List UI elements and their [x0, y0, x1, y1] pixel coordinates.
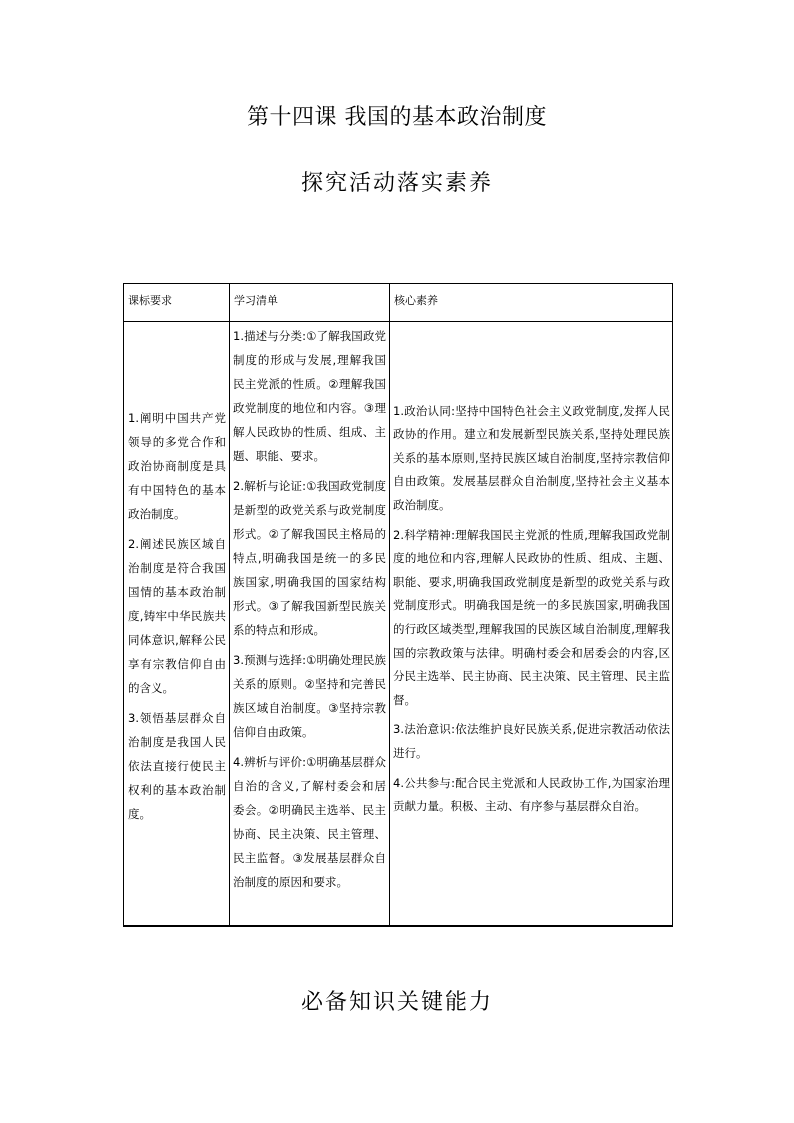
header-learning: 学习清单 [230, 284, 390, 322]
table-row [124, 322, 673, 926]
literacy-item: 4.公共参与:配合民主党派和人民政协工作,为国家治理贡献力量。积极、主动、有序参与基层群众自治。 [393, 775, 670, 814]
literacy-item: 2.科学精神:理解我国民主党派的性质,理解我国政党制度的地位和内容,理解人民政协的性质、组成、主题、职能、要求,明确我国政党制度是新型的政党关系与政党制度形式。明确我国是统一的多民族国家,明确我国的行政区域类型,理解我国的民族区域自治制度,理解我国的宗教政策与法律。明确村委会和居委会的内容,区分民主选举、民主协商、民主决策、民主管理、民主监督。 [393, 527, 670, 707]
table-header-row [124, 284, 673, 322]
section-title-knowledge: 必备知识关键能力 [300, 990, 493, 1015]
learning-cell [230, 322, 390, 926]
section-title-inquiry: 探究活动落实素养 [300, 171, 493, 196]
learning-item: 1.描述与分类:①了解我国政党制度的形成与发展,理解我国民主党派的性质。②理解我国政党制度的地位和内容。③理解人民政协的性质、组成、主题、职能、要求。 [233, 329, 386, 463]
curriculum-table [123, 283, 673, 927]
learning-item: 2.解析与论证:①我国政党制度是新型的政党关系与政党制度形式。②了解我国民主格局的特点,明确我国是统一的多民族国家,明确我国的国家结构形式。③了解我国新型民族关系的特点和形成。 [233, 479, 386, 637]
page-title: 第十四课 我国的基本政治制度 [247, 105, 547, 130]
literacy-item: 3.法治意识:依法维护良好民族关系,促进宗教活动依法进行。 [393, 722, 670, 761]
literacy-cell [390, 322, 673, 926]
header-literacy: 核心素养 [390, 284, 673, 322]
learning-item: 4.辨析与评价:①明确基层群众自治的含义,了解村委会和居委会。②明确民主选举、民主协商、民主决策、民主管理、民主监督。③发展基层群众自治制度的原因和要求。 [233, 755, 386, 889]
standard-item: 2.阐述民族区域自治制度是符合我国国情的基本政治制度,铸牢中华民族共同体意识,解释公民享有宗教信仰自由的含义。 [128, 537, 226, 696]
literacy-item: 1.政治认同:坚持中国特色社会主义政党制度,发挥人民政协的作用。建立和发展新型民族关系,坚持处理民族关系的基本原则,坚持民族区域自治制度,坚持宗教信仰自由政策。发展基层群众自治制度,坚持社会主义基本政治制度。 [393, 403, 670, 513]
header-standards: 课标要求 [124, 284, 230, 322]
standards-cell [124, 322, 230, 926]
standard-item: 3.领悟基层群众自治制度是我国人民依法直接行使民主权利的基本政治制度。 [128, 711, 226, 822]
learning-item: 3.预测与选择:①明确处理民族关系的原则。②坚持和完善民族区域自治制度。③坚持宗教信仰自由政策。 [233, 653, 386, 739]
standard-item: 1.阐明中国共产党领导的多党合作和政治协商制度是具有中国特色的基本政治制度。 [128, 411, 226, 522]
